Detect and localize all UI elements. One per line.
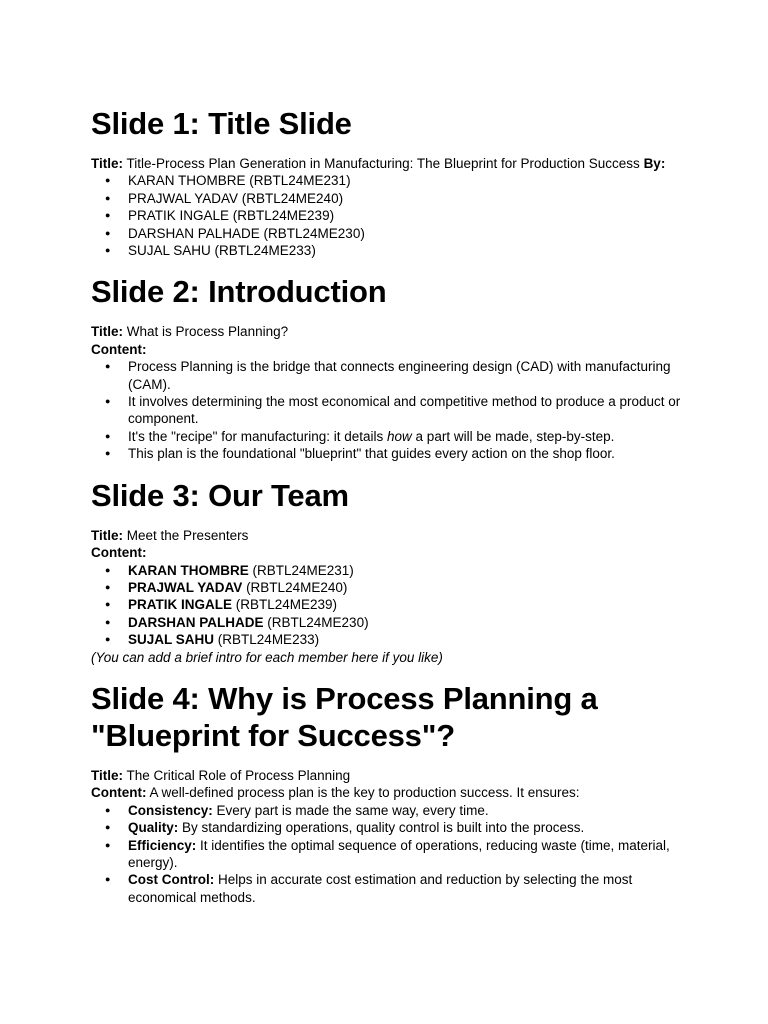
slide-3-content-line bbox=[91, 544, 691, 561]
slide-3-heading: Slide 3: Our Team bbox=[91, 477, 349, 513]
title-label: Title: bbox=[91, 767, 124, 783]
title-label: Title: bbox=[91, 156, 124, 171]
bullet-label: Efficiency: bbox=[128, 837, 197, 853]
bullet-label: Consistency: bbox=[128, 802, 213, 818]
member-name: SUJAL SAHU bbox=[128, 632, 215, 648]
bullet-emphasis: how bbox=[387, 428, 412, 444]
slide-1-heading: Slide 1: Title Slide bbox=[91, 106, 352, 141]
bullet-text: It identifies the optimal sequence of operations, reducing waste (time, material, energy). bbox=[128, 837, 670, 870]
list-item bbox=[128, 428, 691, 445]
list-item bbox=[128, 819, 691, 836]
slide-2-heading: Slide 2: Introduction bbox=[91, 274, 387, 310]
title-label: Title: bbox=[91, 324, 124, 340]
spacer bbox=[91, 514, 691, 527]
spacer bbox=[91, 310, 691, 323]
list-item bbox=[128, 802, 691, 819]
spacer bbox=[91, 259, 691, 273]
slide-4-heading: Slide 4: Why is Process Planning a "Blueprint for Success"? bbox=[91, 680, 598, 753]
bullet-text: Every part is made the same way, every time. bbox=[216, 802, 489, 818]
list-item: ● KARAN THOMBRE (RBTL24ME231) bbox=[128, 172, 691, 189]
list-item bbox=[128, 562, 691, 579]
slide-4-bullet-list bbox=[91, 802, 691, 906]
slide-3-title-text: Meet the Presenters bbox=[126, 527, 249, 543]
bullet-text: a part will be made, step-by-step. bbox=[411, 428, 615, 444]
spacer bbox=[91, 666, 691, 680]
member-id: (RBTL24ME233) bbox=[217, 632, 320, 648]
note-text: (You can add a brief intro for each member here if you like) bbox=[91, 649, 443, 665]
list-item bbox=[128, 631, 691, 648]
member-name: DARSHAN PALHADE bbox=[128, 614, 264, 630]
list-item: ● It involves determining the most economical and competitive method to produce a product or component. bbox=[128, 393, 691, 428]
content-label: Content: bbox=[91, 545, 147, 561]
list-item: ● Process Planning is the bridge that connects engineering design (CAD) with manufacturing (CAM). bbox=[128, 358, 691, 393]
list-item bbox=[128, 837, 691, 872]
content-label: Content: bbox=[91, 785, 147, 801]
spacer bbox=[91, 142, 691, 155]
slide-3-member-list bbox=[91, 562, 691, 649]
list-item: ● DARSHAN PALHADE (RBTL24ME230) bbox=[128, 225, 691, 242]
spacer bbox=[91, 463, 691, 477]
list-item: ● PRATIK INGALE (RBTL24ME239) bbox=[128, 207, 691, 224]
list-item bbox=[128, 614, 691, 631]
bullet-label: Quality: bbox=[128, 820, 179, 836]
bullet-text: Helps in accurate cost estimation and reduction by selecting the most economical methods. bbox=[128, 872, 633, 905]
list-item: ● This plan is the foundational "blueprint" that guides every action on the shop floor. bbox=[128, 445, 691, 462]
slide-1-title-line bbox=[91, 155, 691, 172]
list-item bbox=[128, 871, 691, 906]
member-id: (RBTL24ME239) bbox=[235, 597, 338, 613]
slide-3-note bbox=[91, 649, 691, 666]
slide-4-content-line bbox=[91, 784, 691, 801]
list-item bbox=[128, 596, 691, 613]
list-item bbox=[128, 579, 691, 596]
slide-4-title-line bbox=[91, 767, 691, 784]
slide-1-title-text: Title-Process Plan Generation in Manufacturing: The Blueprint for Production Success bbox=[126, 156, 640, 171]
member-name: KARAN THOMBRE bbox=[128, 562, 249, 578]
slide-2-bullet-list bbox=[91, 358, 691, 462]
member-id: (RBTL24ME231) bbox=[252, 562, 354, 578]
list-item: ● PRAJWAL YADAV (RBTL24ME240) bbox=[128, 190, 691, 207]
bullet-text: It's the "recipe" for manufacturing: it details bbox=[128, 428, 388, 444]
slide-4-content-text: A well-defined process plan is the key to production success. It ensures: bbox=[149, 785, 580, 801]
bullet-label: Cost Control: bbox=[128, 872, 215, 888]
document-page bbox=[91, 105, 691, 906]
bullet-text: By standardizing operations, quality control is built into the process. bbox=[182, 820, 585, 836]
member-id: (RBTL24ME230) bbox=[267, 614, 369, 630]
slide-4-title-text: The Critical Role of Process Planning bbox=[126, 767, 351, 783]
list-item: ● SUJAL SAHU (RBTL24ME233) bbox=[128, 242, 691, 259]
title-label: Title: bbox=[91, 527, 124, 543]
slide-2-title-line bbox=[91, 323, 691, 340]
slide-1-member-list bbox=[91, 172, 691, 259]
slide-3-title-line bbox=[91, 527, 691, 544]
member-id: (RBTL24ME240) bbox=[246, 579, 348, 595]
spacer bbox=[91, 754, 691, 767]
member-name: PRATIK INGALE bbox=[128, 597, 232, 613]
slide-2-title-text: What is Process Planning? bbox=[126, 324, 289, 340]
member-name: PRAJWAL YADAV bbox=[128, 579, 243, 595]
by-label: By: bbox=[643, 156, 666, 171]
content-label: Content: bbox=[91, 341, 147, 357]
slide-2-content-line bbox=[91, 341, 691, 358]
